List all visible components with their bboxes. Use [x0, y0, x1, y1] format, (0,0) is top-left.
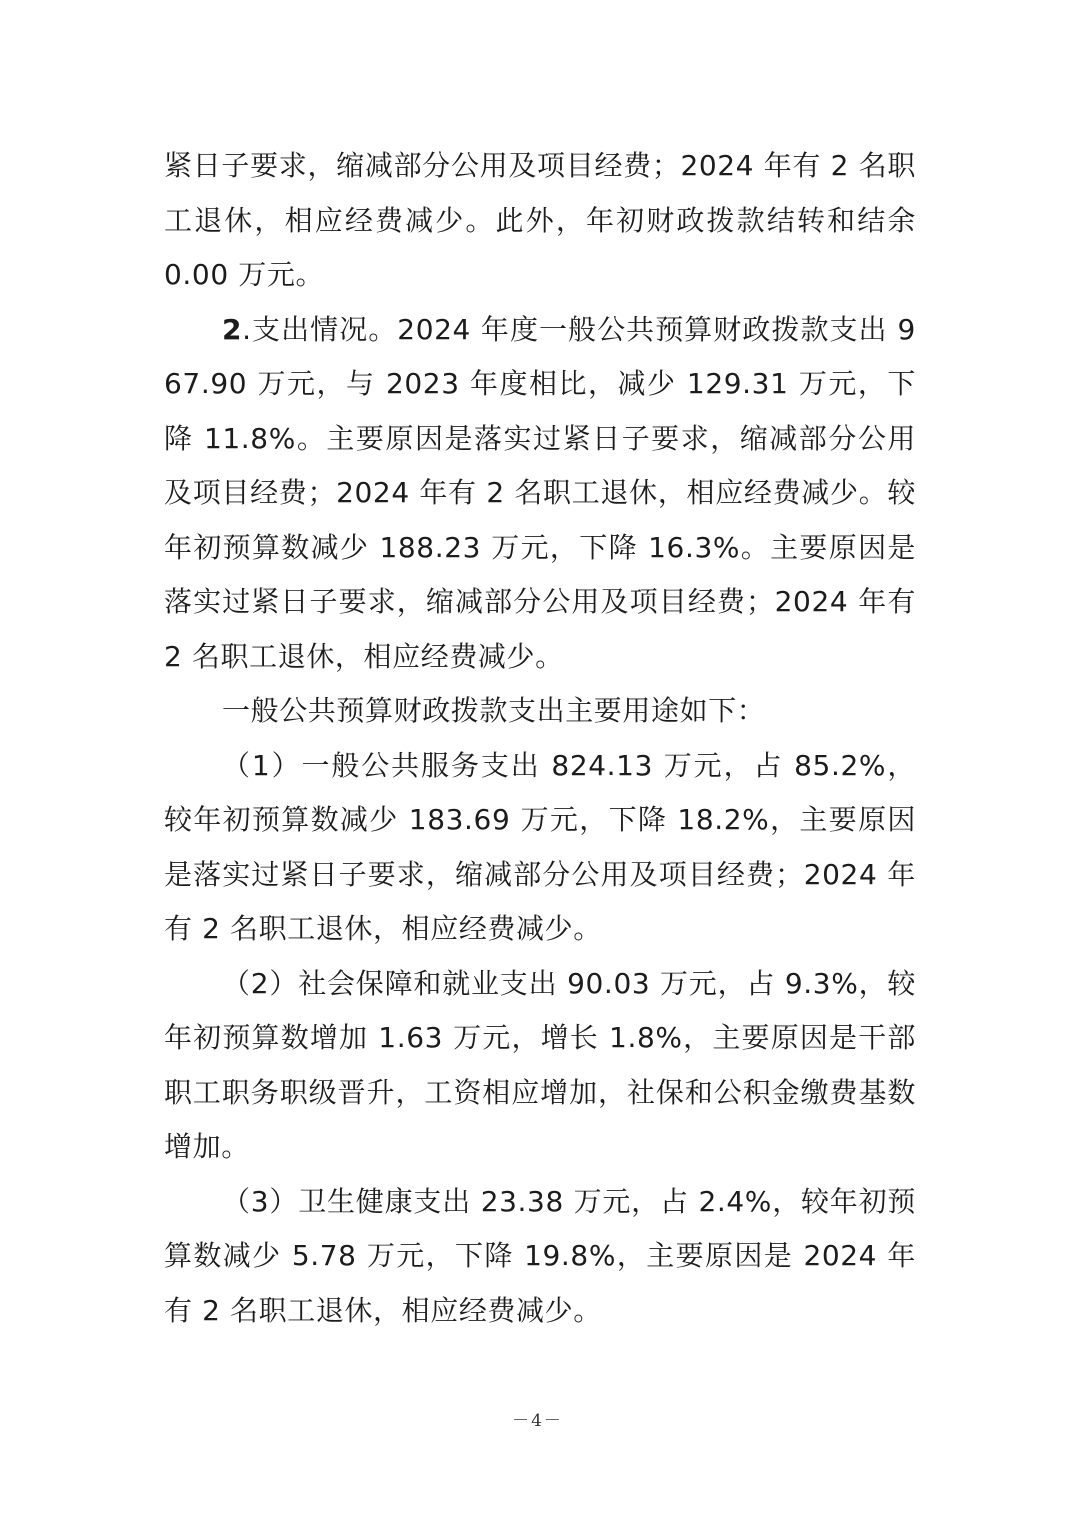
paragraph-item-1: （1）一般公共服务支出 824.13 万元，占 85.2%，较年初预算数减少 183.69 万元，下降 18.2%，主要原因是落实过紧日子要求，缩减部分公用及项目经费；2024 年有 2 名职工退休，相应经费减少。 [164, 748, 916, 945]
section-body: 2024 年度一般公共预算财政拨款支出 967.90 万元，与 2023 年度相比，减少 129.31 万元，下降 11.8%。主要原因是落实过紧日子要求，缩减部分公用及项目经费；2024 年有 2 名职工退休，相应经费减少。较年初预算数减少 188.23 万元，下降 16.3%。主要原因是落实过紧日子要求，缩减部分公用及项目经费；2024 年有 2 名职工退休，相应经费减少。 [164, 312, 916, 673]
body-text [164, 139, 916, 1338]
paragraph-continuation: 紧日子要求，缩减部分公用及项目经费；2024 年有 2 名职工退休，相应经费减少。此外，年初财政拨款结转和结余 0.00 万元。 [164, 149, 916, 291]
section-heading: .支出情况。 [242, 312, 398, 346]
page-number: －4－ [512, 1411, 563, 1431]
paragraph-item-2: （2）社会保障和就业支出 90.03 万元，占 9.3%，较年初预算数增加 1.63 万元，增长 1.8%，主要原因是干部职工职务职级晋升，工资相应增加，社保和公积金缴费基数增加。 [164, 966, 916, 1163]
paragraph-usage-intro: 一般公共预算财政拨款支出主要用途如下： [222, 694, 766, 727]
paragraph-expenditure [164, 303, 916, 685]
section-number: 2 [222, 312, 243, 346]
paragraph-item-3: （3）卫生健康支出 23.38 万元，占 2.4%，较年初预算数减少 5.78 万元，下降 19.8%，主要原因是 2024 年有 2 名职工退休，相应经费减少。 [164, 1184, 916, 1327]
